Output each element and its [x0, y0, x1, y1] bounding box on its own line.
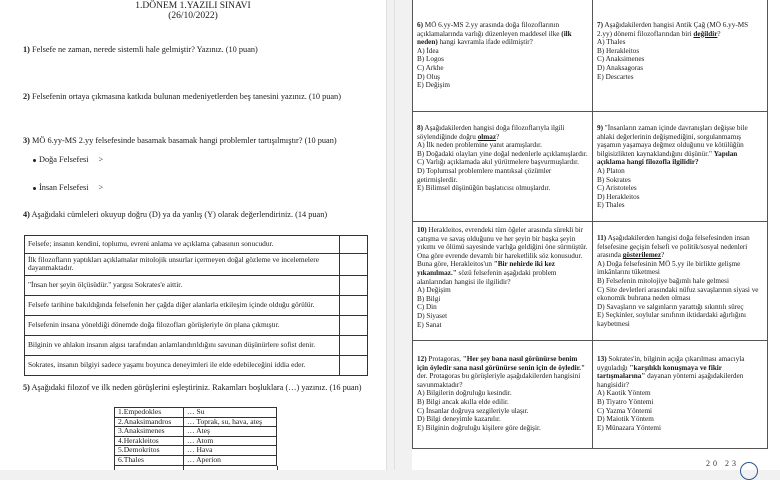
philosopher: 2.Anaksimandros — [115, 417, 184, 427]
option-c[interactable]: C) Varlığı açıklamada akıl yürütmelere başvurmuşlardır. — [417, 158, 579, 167]
first-cause: … Atom — [184, 436, 277, 446]
question-number: 12) — [417, 355, 427, 363]
option-b[interactable]: B) Bilgi — [417, 294, 441, 303]
option-e[interactable]: E) Thales — [597, 201, 625, 210]
table-row — [25, 236, 368, 254]
option-a[interactable]: A) Kaotik Yöntem — [597, 389, 651, 398]
option-c[interactable]: C) Yazma Yöntemi — [597, 406, 653, 415]
option-a[interactable]: A) Platon — [597, 166, 625, 175]
question-8 — [412, 111, 593, 222]
school-logo-icon — [740, 462, 758, 480]
true-false-table — [24, 235, 368, 376]
option-e[interactable]: E) Seçkinler, soylular sınıfının iktidardaki ağırlığını kaybetmesi — [597, 311, 747, 328]
question-number: 4) — [23, 210, 30, 219]
statement: Felsefe; insanın kendini, toplumu, evreni anlama ve açıklama çabasının sonucudur. — [25, 236, 340, 254]
question-text: sözü felsefenin aşağıdaki problem alanlarından hangisi ile ilgilidir? — [417, 268, 557, 286]
arrow-icon: > — [98, 155, 104, 164]
answer-box[interactable] — [340, 254, 368, 276]
table-row — [115, 427, 277, 437]
page-divider — [394, 0, 395, 470]
option-d[interactable]: D) Toplumsal problemlere mantıksal çözümler getirmişlerdir. — [417, 166, 552, 184]
q3-bullet-doga — [33, 155, 103, 164]
question-emphasis: olmaz — [477, 132, 497, 141]
matching-table — [114, 407, 277, 466]
question-number: 10) — [417, 226, 427, 234]
bullet-icon — [33, 159, 36, 162]
exam-page-left — [0, 0, 386, 470]
question-text: ? — [661, 251, 665, 260]
question-text: MÖ 6.yy-MS 2.yy arasında doğa filozoflarının açıklamalarında varlığı düzenleyen maddesel ilke — [417, 21, 562, 38]
page-divider — [386, 0, 387, 470]
answer-box[interactable] — [340, 315, 368, 335]
option-d[interactable]: D) Siyaset — [417, 311, 448, 320]
option-a[interactable]: A) Bilgilerin doğruluğu kesindir. — [417, 389, 512, 398]
question-text: Aşağıdaki filozof ve ilk neden görüşlerini eşleştiriniz. Rakamları boşluklara (…) yazınız. (16 puan) — [31, 383, 362, 392]
table-row — [115, 455, 277, 465]
answer-box[interactable] — [340, 355, 368, 375]
question-13 — [592, 340, 768, 449]
option-d[interactable]: D) Oluş — [417, 72, 440, 81]
option-d[interactable]: D) Savaşların ve salgınların yarattığı sıkıntılı süreç — [597, 302, 744, 311]
question-text: Herakleitos, evrendeki tüm öğeler arasında sürekli bir çatışma ve savaş olduğunu ve her şeyin bir başka şeyin yıkımı ve ölümü sayesinde varlığa geldiğini öne sürmüştür. Ona göre evrende devamlı bir hareketlilik söz konusudur. Buna göre, Herakleitos'un — [417, 226, 588, 269]
table-row — [115, 408, 277, 418]
statement: Sokrates, insanın bilgiyi sadece yaşamı boyunca deneyimleri ile elde edebileceğini iddia eder. — [25, 355, 340, 375]
bullet-label: Doğa Felsefesi — [39, 155, 89, 164]
question-number: 8) — [417, 124, 423, 132]
first-cause: … Aperion — [184, 455, 277, 465]
question-text: Sokrates'in, bilginin açığa çıkarılması amacıyla uyguladığı — [597, 355, 745, 372]
question-text: ? — [717, 29, 721, 38]
table-row — [25, 355, 368, 375]
option-a[interactable]: A) Thales — [597, 38, 626, 47]
option-e[interactable]: E) Değişim — [417, 81, 450, 90]
statement: Bilginin ve ahlakın insanın algısı tarafından anlamlandırıldığını savunan düşünürlere sofist denir. — [25, 335, 340, 355]
question-6 — [412, 0, 593, 112]
option-d[interactable]: D) Bilgi deneyimle kazanılır. — [417, 415, 501, 424]
option-a[interactable]: A) Değişim — [417, 286, 451, 295]
option-d[interactable]: D) Anaksagoras — [597, 63, 644, 72]
option-b[interactable]: B) Herakleitos — [597, 46, 640, 55]
question-text: ? — [496, 132, 500, 141]
question-11 — [592, 221, 768, 341]
question-number: 11) — [597, 234, 607, 242]
exam-date: (26/10/2022) — [168, 11, 218, 21]
answer-box[interactable] — [340, 236, 368, 254]
question-number: 3) — [23, 136, 30, 145]
option-d[interactable]: D) Herakleitos — [597, 192, 640, 201]
question-emphasis: Yapılan açıklama hangi filozofla ilgilidir? — [597, 149, 738, 167]
question-text: Aşağıdakilerden hangisi doğa filozoflarıyla ilgili söylendiğinde doğru — [417, 124, 565, 141]
option-d[interactable]: D) Maiotik Yöntem — [597, 415, 654, 424]
question-emphasis: (ilk neden) — [417, 29, 572, 47]
question-5 — [23, 383, 361, 392]
option-e[interactable]: E) Münazara Yöntemi — [597, 423, 661, 432]
table-row — [25, 335, 368, 355]
question-text: Aşağıdaki cümleleri okuyup doğru (D) ya da yanlış (Y) olarak değerlendiriniz. (14 puan) — [31, 210, 328, 219]
first-cause: … Hava — [184, 446, 277, 456]
question-emphasis: değildir — [693, 29, 718, 38]
question-text: der. Protagoras bu görüşleriyle aşağıdakilerden hangisini savunmaktadır? — [417, 372, 581, 389]
option-e[interactable]: E) Descartes — [597, 72, 634, 81]
option-e[interactable]: E) Bilimsel düşünüğün başlatıcısı olmuşlardır. — [417, 184, 551, 193]
question-text: "İnsanların zaman içinde davranışları değişse bile ahlaki değerlerinin değişmediğini, sorgulanmamış yaşamın yaşamaya değmez olduğunu ve kötülüğün bilgisizlikten kaynaklandığını düşünür." — [597, 124, 748, 158]
question-9 — [592, 111, 768, 222]
question-number: 13) — [597, 355, 607, 363]
statement: "İnsan her şeyin ölçüsüdür." yargısı Sokrates'e aittir. — [25, 275, 340, 295]
option-e[interactable]: E) Sanat — [417, 320, 442, 329]
question-4 — [23, 210, 327, 219]
question-text: dayanan yöntemi aşağıdakilerden hangisidir? — [597, 372, 744, 389]
footer-partial-text: 20 23 — [706, 459, 739, 468]
option-c[interactable]: C) Din — [417, 303, 437, 312]
question-3 — [23, 136, 337, 145]
table-row — [25, 315, 368, 335]
option-c[interactable]: C) İnsanlar doğruya sezgileriyle ulaşır. — [417, 406, 529, 415]
option-c[interactable]: C) Anaksimenes — [597, 55, 645, 64]
answer-box[interactable] — [340, 295, 368, 315]
table-row — [25, 295, 368, 315]
question-12 — [412, 340, 593, 449]
first-cause: … Ateş — [184, 427, 277, 437]
statement: Felsefenin insana yöneldiği dönemde doğa filozofları görüşleriyle ön plana çıkmıştır. — [25, 315, 340, 335]
exam-title: 1.DÖNEM 1.YAZILI SINAVI — [135, 1, 251, 11]
question-number: 2) — [23, 92, 30, 101]
statement: İlk filozofların yaptıkları açıklamalar mitolojik unsurlar içermeyen doğal gözleme ve incelemelere dayanmaktadır. — [25, 254, 340, 276]
philosopher: 5.Demokritos — [115, 446, 184, 456]
question-1 — [23, 45, 258, 54]
option-a[interactable]: A) İlk neden problemine yanıt aramışlardır. — [417, 141, 542, 150]
question-7 — [592, 0, 768, 112]
question-10 — [412, 221, 593, 341]
question-2 — [23, 92, 341, 101]
bullet-label: İnsan Felsefesi — [39, 183, 89, 192]
philosopher: 3.Anaksimenes — [115, 427, 184, 437]
option-b[interactable]: B) Felsefenin mitolojiye bağımlı hale gelmesi — [597, 276, 729, 285]
option-b[interactable]: B) Tiyatro Yöntemi — [597, 397, 654, 406]
question-emphasis: "Her şey bana nasıl görünürse benim için öyledir sana nasıl görünürse senin için de öyledir." — [417, 355, 585, 372]
answer-box[interactable] — [340, 275, 368, 295]
option-e[interactable]: E) Bilginin doğruluğu kişilere göre değişir. — [417, 423, 541, 432]
question-number: 9) — [597, 124, 603, 132]
first-cause: … Toprak, su, hava, ateş — [184, 417, 277, 427]
question-emphasis: gösterilemez — [622, 251, 662, 260]
question-text: MÖ 6.yy-MS 2.yy felsefesinde basamak basamak hangi problemler tartışılmıştır? (10 puan) — [32, 136, 337, 145]
option-c[interactable]: C) Site devletleri arasındaki nüfuz savaşlarının siyasi ve ekonomik buhrana neden olması — [597, 285, 759, 303]
question-emphasis: "karşılıklı konuşmaya ve fikir tartışmalarına" — [597, 363, 722, 381]
philosopher: 6.Thales — [115, 455, 184, 465]
bullet-icon — [33, 187, 36, 190]
option-c[interactable]: C) Arkhe — [417, 63, 444, 72]
question-number: 7) — [597, 21, 603, 29]
answer-box[interactable] — [340, 335, 368, 355]
first-cause: … Su — [184, 408, 277, 418]
question-text: Aşağıdakilerden hangisi Antik Çağ (MÖ 6.yy-MS 2.yy) dönemi filozoflarından biri — [597, 21, 749, 38]
statement: Felsefe tarihine bakıldığında felsefenin her çağda diğer alanlarla etkileşim içinde olduğu görülür. — [25, 295, 340, 315]
question-number: 5) — [23, 383, 30, 392]
matching-table-cutoff-row — [114, 466, 278, 470]
question-number: 6) — [417, 21, 423, 29]
option-b[interactable]: B) Doğadaki olayları yine doğal nedenlerle açıklamışlardır. — [417, 149, 588, 158]
question-text: Felsefe ne zaman, nerede sistemli hale gelmiştir? Yazınız. (10 puan) — [32, 45, 258, 54]
option-a[interactable]: A) Doğa felsefesinin MÖ 5.yy ile birlikte gelişme imkânlarını tüketmesi — [597, 259, 741, 277]
column-divider — [183, 466, 184, 470]
question-text: Protagoras, — [428, 355, 463, 363]
question-text: hangi kavramla ifade edilmiştir? — [437, 38, 533, 47]
question-text: Aşağıdakilerden hangisi doğa felsefesinden insan felsefesine geçişin felsefi ve politik/sosyal nedenleri arasında — [597, 234, 750, 260]
table-row — [25, 254, 368, 276]
philosopher: 4.Herakleitos — [115, 436, 184, 446]
question-number: 1) — [23, 45, 30, 54]
option-b[interactable]: B) Logos — [417, 55, 444, 64]
option-c[interactable]: C) Aristoteles — [597, 184, 637, 193]
philosopher: 1.Empedokles — [115, 408, 184, 418]
question-emphasis: "Bir nehirde iki kez yıkanılmaz." — [417, 260, 555, 277]
q3-bullet-insan — [33, 183, 103, 192]
option-b[interactable]: B) Sokrates — [597, 175, 631, 184]
option-a[interactable]: A) İdea — [417, 46, 439, 55]
option-b[interactable]: B) Bilgi ancak akılla elde edilir. — [417, 397, 509, 406]
arrow-icon: > — [98, 183, 104, 192]
table-row — [25, 275, 368, 295]
question-text: Felsefenin ortaya çıkmasına katkıda bulunan medeniyetlerden beş tanesini yazınız. (10 puan) — [32, 92, 341, 101]
